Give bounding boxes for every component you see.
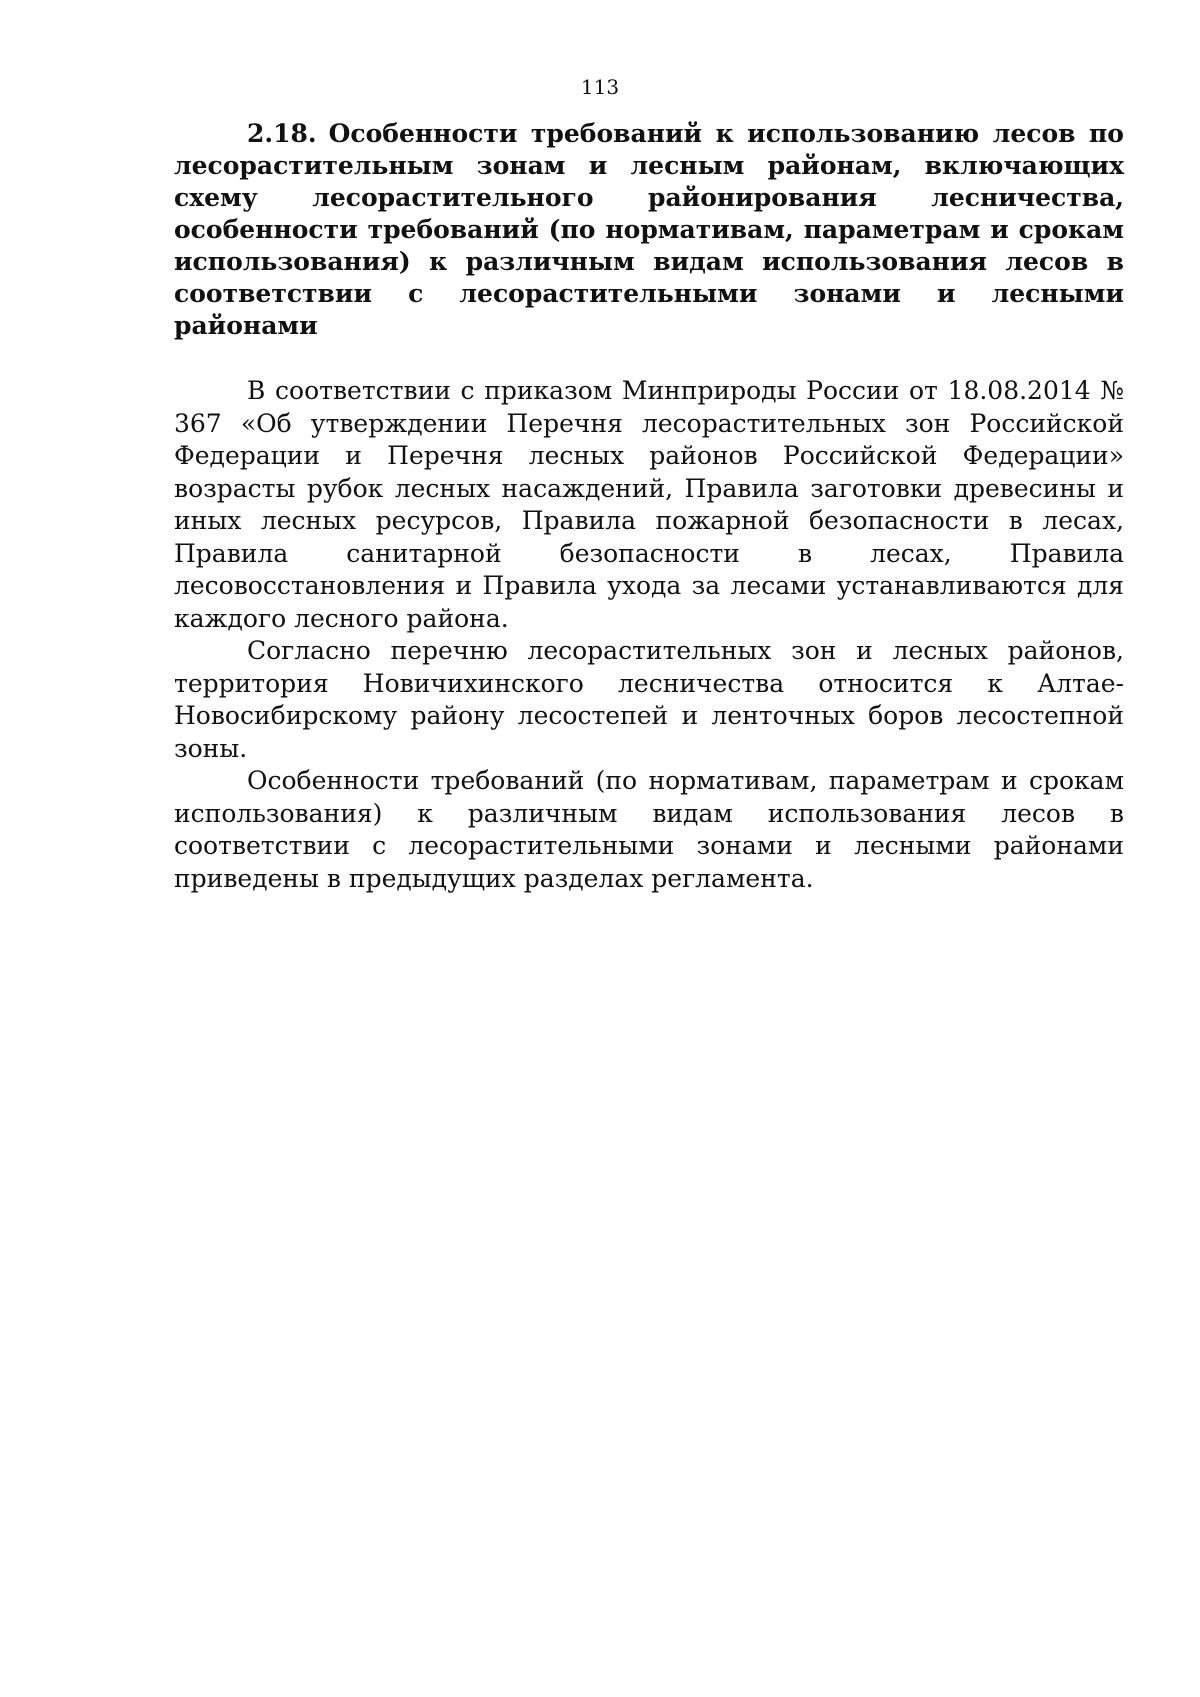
section-number: 2.18. [247, 119, 317, 148]
document-content [174, 118, 1124, 895]
section-heading [174, 118, 1124, 342]
section-title: Особенности требований к использованию лесов по лесорастительным зонам и лесным районам, включающих схему лесорастительного районирования лесничества, особенности требований (по нормативам, параметрам и срокам использования) к различным видам использования лесов в соответствии с лесорастительными зонами и лесными районами [174, 119, 1124, 340]
paragraph-forest-district: Согласно перечню лесорастительных зон и лесных районов, территория Новичихинского лесничества относится к Алтае-Новосибирскому району лесостепей и ленточных боров лесостепной зоны. [174, 636, 1124, 763]
page-number: 113 [580, 75, 620, 99]
paragraph-requirements: Особенности требований (по нормативам, параметрам и срокам использования) к различным видам использования лесов в соответствии с лесорастительными зонами и лесными районами приведены в предыдущих разделах регламента. [174, 766, 1124, 893]
paragraph-legal-basis: В соответствии с приказом Минприроды России от 18.08.2014 № 367 «Об утверждении Перечня лесорастительных зон Российской Федерации и Перечня лесных районов Российской Федерации» возрасты рубок лесных насаждений, Правила заготовки древесины и иных лесных ресурсов, Правила пожарной безопасности в лесах, Правила санитарной безопасности в лесах, Правила лесовосстановления и Правила ухода за лесами устанавливаются для каждого лесного района. [174, 376, 1124, 633]
body-text [174, 375, 1124, 895]
